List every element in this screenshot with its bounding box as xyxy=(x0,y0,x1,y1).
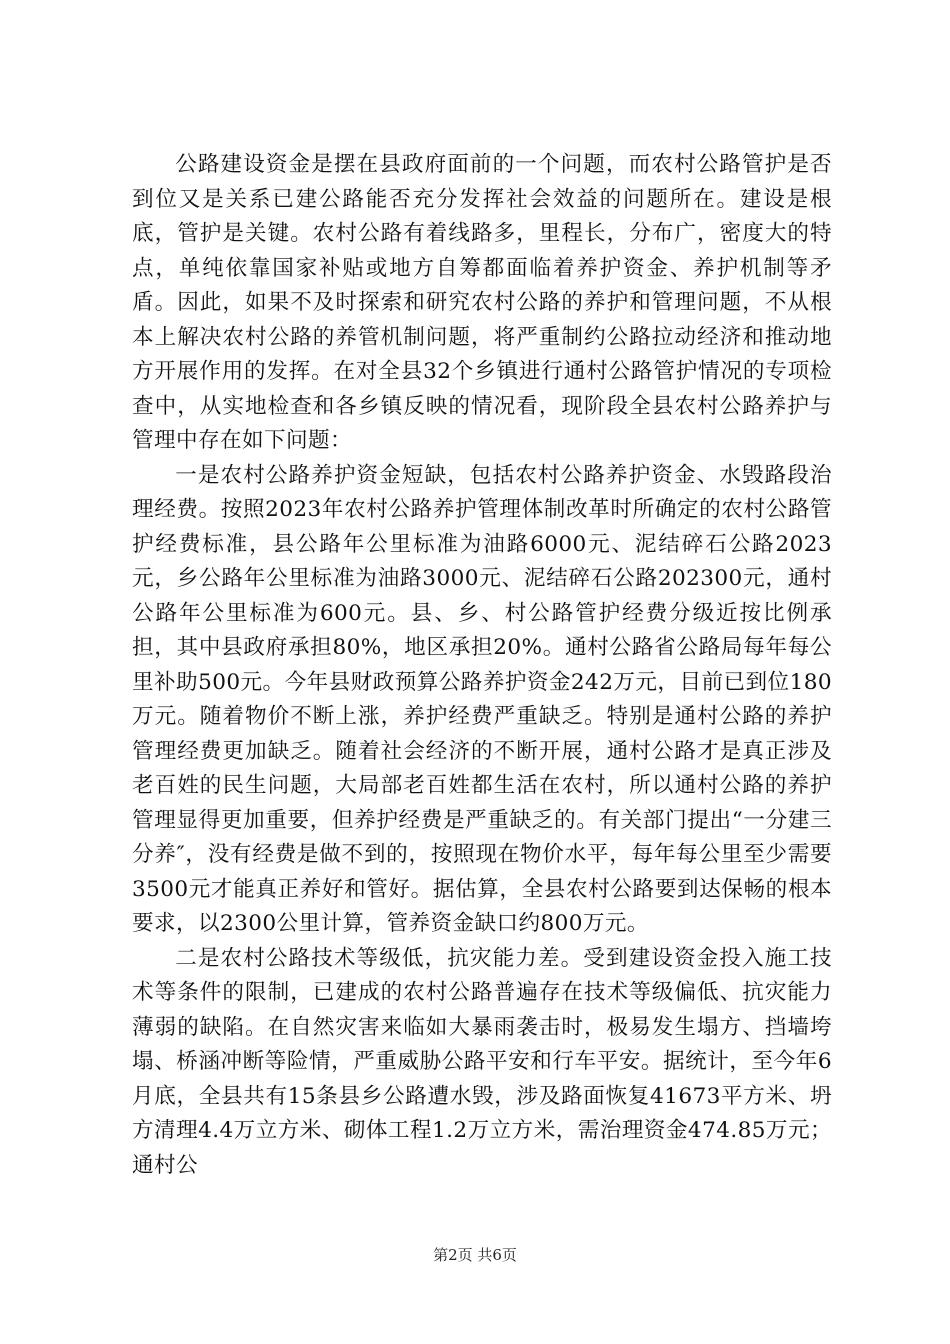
document-body xyxy=(132,148,832,1183)
paragraph-technical-level: 二是农村公路技术等级低，抗灾能力差。受到建设资金投入施工技术等条件的限制，已建成的农村公路普遍存在技术等级偏低、抗灾能力薄弱的缺陷。在自然灾害来临如大暴雨袭击时，极易发生塌方、挡墙垮塌、桥涵冲断等险情，严重威胁公路平安和行车平安。据统计，至今年6月底，全县共有15条县乡公路遭水毁，涉及路面恢复41673平方米、坍方清理4.4万立方米、砌体工程1.2万立方米，需治理资金474.85万元；通村公 xyxy=(132,945,832,1178)
page-number-footer: 第2页 共6页 xyxy=(433,1246,517,1264)
paragraph-intro: 公路建设资金是摆在县政府面前的一个问题，而农村公路管护是否到位又是关系已建公路能否充分发挥社会效益的问题所在。建设是根底，管护是关键。农村公路有着线路多，里程长，分布广，密度大的特点，单纯依靠国家补贴或地方自筹都面临着养护资金、养护机制等矛盾。因此，如果不及时探索和研究农村公路的养护和管理问题，不从根本上解决农村公路的养管机制问题，将严重制约公路拉动经济和推动地方开展作用的发挥。在对全县32个乡镇进行通村公路管护情况的专项检查中，从实地检查和各乡镇反映的情况看，现阶段全县农村公路养护与管理中存在如下问题： xyxy=(132,152,832,453)
paragraph-funding-shortage: 一是农村公路养护资金短缺，包括农村公路养护资金、水毁路段治理经费。按照2023年农村公路养护管理体制改革时所确定的农村公路管护经费标准，县公路年公里标准为油路6000元、泥结碎石公路2023元，乡公路年公里标准为油路3000元、泥结碎石公路202300元，通村公路年公里标准为600元。县、乡、村公路管护经费分级近按比例承担，其中县政府承担80%，地区承担20%。通村公路省公路局每年每公里补助500元。今年县财政预算公路养护资金242万元，目前已到位180万元。随着物价不断上涨，养护经费严重缺乏。特别是通村公路的养护管理经费更加缺乏。随着社会经济的不断开展，通村公路才是真正涉及老百姓的民生问题，大局部老百姓都生活在农村，所以通村公路的养护管理显得更加重要，但养护经费是严重缺乏的。有关部门提出“一分建三分养″，没有经费是做不到的，按照现在物价水平，每年每公里至少需要3500元才能真正养好和管好。据估算，全县农村公路要到达保畅的根本要求，以2300公里计算，管养资金缺口约800万元。 xyxy=(132,462,832,936)
